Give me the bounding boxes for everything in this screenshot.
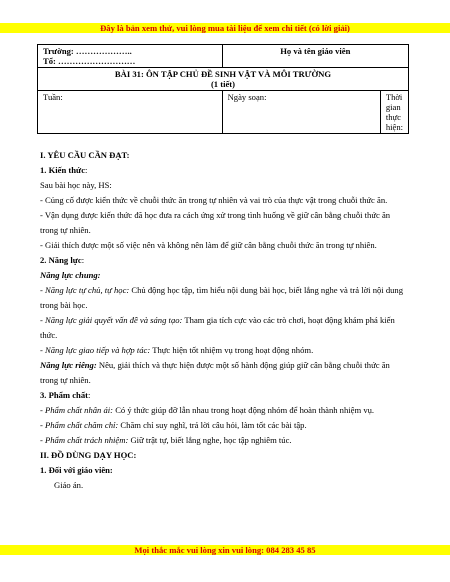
knowledge-heading: [40, 163, 410, 178]
lesson-header-table: [37, 44, 409, 134]
date-cell: [222, 91, 380, 134]
knowledge-item: - Củng cố được kiến thức về chuỗi thức ăn trong tự nhiên và vai trò của thực vật trong chuỗi thức ăn.: [40, 195, 388, 205]
ability-colon: :: [81, 255, 85, 265]
time-cell: [380, 91, 408, 134]
quality-label: - Phẩm chất trách nhiệm:: [40, 435, 129, 445]
knowledge-colon: :: [85, 165, 88, 175]
general-ability-text: Tham gia tích cực vào các trò chơi, hoạt động khám phá kiến thức.: [40, 315, 395, 340]
quality-heading: [40, 388, 410, 403]
quality-label: - Phẩm chất nhân ái:: [40, 405, 114, 415]
week-cell: [38, 91, 223, 134]
ability-heading: [40, 253, 410, 268]
quality-item: [40, 418, 410, 433]
general-ability-label: - Năng lực giao tiếp và hợp tác:: [40, 345, 151, 355]
general-ability-text: Thực hiện tốt nhiệm vụ trong hoạt động nhóm.: [150, 345, 314, 355]
teacher-materials-item: Giáo án.: [54, 480, 84, 490]
school-cell: [38, 45, 223, 68]
specific-ability: [40, 358, 410, 388]
lesson-content: [40, 148, 410, 493]
ability-title: 2. Năng lực: [40, 255, 82, 265]
general-ability-label: - Năng lực tự chủ, tự học:: [40, 285, 130, 295]
general-ability-item: [40, 283, 410, 313]
general-ability-item: [40, 343, 410, 358]
quality-text: Có ý thức giúp đỡ lẫn nhau trong hoạt động nhóm để hoàn thành nhiệm vụ.: [113, 405, 375, 415]
specific-ability-text: Nêu, giải thích và thực hiện được một số hành động giúp giữ cân bằng chuỗi thức ăn trong tự nhiên.: [40, 360, 390, 385]
teacher-label: Họ và tên giáo viên: [280, 46, 351, 56]
knowledge-item: - Giải thích được một số việc nên và không nên làm để giữ cân bằng chuỗi thức ăn trong tự nhiên.: [40, 240, 377, 250]
quality-label: - Phẩm chất chăm chỉ:: [40, 420, 119, 430]
general-ability-text: Chủ động học tập, tìm hiểu nội dung bài học, biết lắng nghe và trả lời nội dung trong bài học.: [40, 285, 404, 310]
preview-banner: [0, 23, 450, 33]
quality-colon: :: [87, 390, 91, 400]
quality-title: 3. Phẩm chất: [40, 390, 88, 400]
lesson-period: (1 tiết): [210, 79, 236, 89]
general-ability-item: [40, 313, 410, 343]
week-label: Tuần:: [43, 92, 63, 102]
knowledge-item: - Vận dụng được kiến thức đã học đưa ra cách ứng xử trong tình huống về giữ cân bằng chuỗi thức ăn trong tự nhiên.: [40, 210, 391, 235]
quality-text: Giữ trật tự, biết lắng nghe, học tập nghiêm túc.: [128, 435, 292, 445]
date-label: Ngày soạn:: [227, 92, 267, 102]
quality-text: Chăm chỉ suy nghĩ, trả lời câu hỏi, làm tốt các bài tập.: [118, 420, 307, 430]
quality-item: [40, 433, 410, 448]
contact-banner-text: Mọi thắc mắc vui lòng xin vui lòng: 084 283 45 85: [134, 545, 316, 555]
knowledge-title: 1. Kiến thức: [40, 165, 86, 175]
teacher-materials-title: 1. Đối với giáo viên:: [40, 465, 113, 475]
school-label: Trường: ………………..: [43, 46, 132, 56]
preview-banner-text: Đây là bản xem thử, vui lòng mua tài liệu để xem chi tiết (có lời giải): [100, 23, 350, 33]
group-label: Tổ: ………………………: [43, 56, 136, 66]
general-ability-title: Năng lực chung:: [40, 270, 101, 280]
lesson-title-cell: [38, 68, 409, 91]
contact-banner: [0, 545, 450, 555]
lesson-title: BÀI 31: ÔN TẬP CHỦ ĐỀ SINH VẬT VÀ MÔI TRƯỜNG: [114, 69, 332, 79]
section2-title: II. ĐỒ DÙNG DẠY HỌC:: [40, 450, 137, 460]
general-ability-label: - Năng lực giải quyết vấn đề và sáng tạo:: [40, 315, 183, 325]
section1-title: I. YÊU CẦU CẦN ĐẠT:: [40, 150, 130, 160]
knowledge-intro: Sau bài học này, HS:: [40, 180, 112, 190]
teacher-cell: [222, 45, 408, 68]
quality-item: [40, 403, 410, 418]
specific-ability-label: Năng lực riêng:: [40, 360, 97, 370]
time-label: Thời gian thực hiện:: [385, 92, 404, 132]
